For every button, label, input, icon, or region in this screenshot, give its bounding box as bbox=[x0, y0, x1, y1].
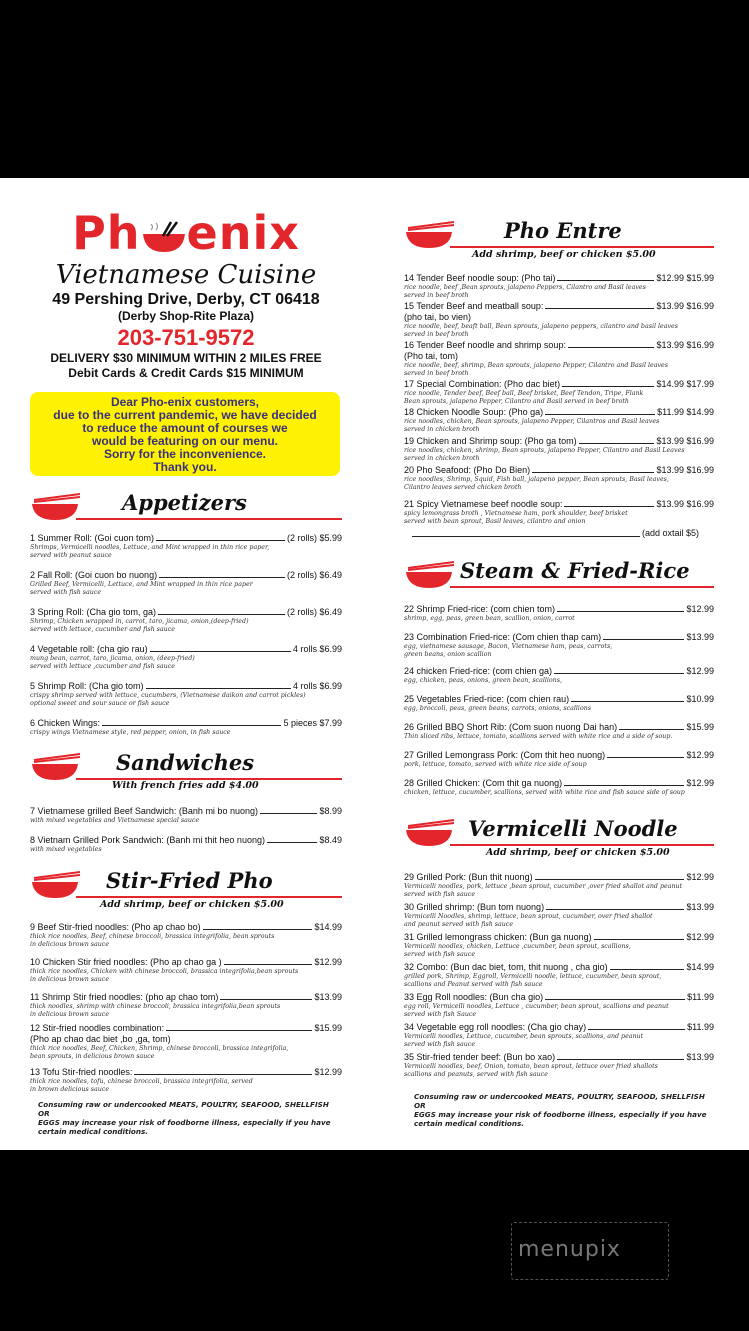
menu-page bbox=[0, 178, 749, 1150]
steam-fried-rice-header bbox=[404, 558, 714, 590]
menu-item-line bbox=[30, 570, 342, 581]
menu-item bbox=[404, 902, 714, 929]
leader-line bbox=[260, 806, 317, 814]
item-name-secondary: (pho tai, bo vien) bbox=[404, 312, 472, 322]
brand-subtitle: Vietnamese Cuisine bbox=[55, 260, 317, 290]
item-description: served with fish sauce bbox=[404, 1041, 476, 1048]
item-name: 31 Grilled lemongrass chicken: (Bun ga nuong) bbox=[404, 932, 592, 942]
item-name: 6 Chicken Wings: bbox=[30, 718, 101, 728]
item-description: served with fish Sauce bbox=[404, 1011, 477, 1018]
item-name: 8 Vietnam Grilled Pork Sandwich: (Banh mi thit heo nuong) bbox=[30, 835, 265, 845]
item-description: Bean sprouts, jalapeno Pepper, Cilantro and Basil served in beef broth bbox=[404, 398, 629, 405]
vermicelli-header bbox=[404, 816, 714, 848]
item-price: $15.99 bbox=[314, 1023, 342, 1033]
menu-item bbox=[30, 835, 342, 854]
item-description: egg, broccoli, peas, green beans, carrots, onions, scallions bbox=[404, 705, 592, 712]
item-description: served with fish sauce bbox=[404, 891, 476, 898]
warning-line: certain medical conditions. bbox=[414, 1119, 524, 1128]
item-description: chicken, lettuce, cucumber, scallions, served with white rice and fish sauce side of soup bbox=[404, 789, 685, 796]
notice-line: due to the current pandemic, we have decided bbox=[53, 408, 317, 422]
item-name: 2 Fall Roll: (Goi cuon bo nuong) bbox=[30, 570, 158, 580]
item-description: thick rice noodles, Beef, Chicken, Shrimp, chinese broccoli, brassica integrifolia, bbox=[30, 1045, 289, 1052]
item-description: served with lettuce ,cucumber and fish sauce bbox=[30, 663, 175, 670]
menu-item bbox=[30, 533, 342, 560]
oxtail-note: (add oxtail $5) bbox=[642, 528, 700, 538]
item-description: green beans, onion scallion bbox=[404, 651, 492, 658]
item-description: served in beef broth bbox=[404, 370, 469, 377]
item-price: $13.99 $16.99 bbox=[656, 340, 714, 350]
leader-line bbox=[619, 722, 684, 730]
item-name: 34 Vegetable egg roll noodles: (Cha gio chay) bbox=[404, 1022, 587, 1032]
item-description: Vermicelli noodles, pork, lettuce ,bean sprout, cucumber ,over fried shallot and peanut bbox=[404, 883, 683, 890]
menu-item-line bbox=[404, 902, 714, 913]
item-description: rice noodles, Shrimp, Squid, Fish ball, jalapeno pepper, Bean sprouts, Basil leaves, bbox=[404, 476, 669, 483]
menu-item-line bbox=[30, 806, 342, 817]
section-title: Steam & Fried-Rice bbox=[460, 558, 690, 583]
menu-item bbox=[30, 644, 342, 671]
item-name: 24 chicken Fried-rice: (com chien ga) bbox=[404, 666, 553, 676]
section-divider bbox=[76, 896, 342, 898]
item-price: $12.99 bbox=[686, 872, 714, 882]
menu-item bbox=[404, 666, 714, 685]
item-description: with mixed vegetables bbox=[30, 846, 102, 853]
appetizers-header bbox=[30, 490, 342, 522]
pandemic-notice bbox=[30, 392, 340, 476]
menu-item bbox=[30, 1067, 342, 1094]
item-description: bean sprouts, in delicious brown sauce bbox=[30, 1053, 155, 1060]
item-name: 14 Tender Beef noodle soup: (Pho tai) bbox=[404, 273, 556, 283]
leader-line bbox=[150, 644, 291, 652]
notice-line: Dear Pho-enix customers, bbox=[110, 395, 260, 409]
menu-item-line bbox=[404, 465, 714, 476]
item-description: egg, vietnamese sausage, Bacon, Vietnamese ham, peas, carrots, bbox=[404, 643, 613, 650]
item-name: 25 Vegetables Fried-rice: (com chien rau) bbox=[404, 694, 570, 704]
item-description: and peanut served with fish sauce bbox=[404, 921, 514, 928]
menu-item-line bbox=[404, 632, 714, 643]
menu-item-line bbox=[404, 1022, 714, 1033]
item-price: (2 rolls) $5.99 bbox=[286, 533, 342, 543]
item-description: Vermicelli noodles, beef, Onion, tomato, bean sprout, lettuce over fried shallots bbox=[404, 1063, 658, 1070]
pho-entre-header bbox=[404, 218, 714, 250]
item-description: rice noodle, beef, beaft ball, Bean sprouts, jalapeno peppers, cilantro and basil leaves bbox=[404, 323, 678, 330]
menu-item bbox=[30, 570, 342, 597]
leader-line bbox=[545, 407, 655, 415]
item-price: $11.99 $14.99 bbox=[657, 407, 714, 417]
section-subtitle: With french fries add $4.00 bbox=[112, 780, 259, 791]
item-description: served with peanut sauce bbox=[30, 552, 112, 559]
menu-item bbox=[404, 872, 714, 899]
item-price: $12.99 bbox=[686, 778, 714, 788]
menu-item bbox=[404, 632, 714, 659]
menu-item bbox=[404, 301, 714, 339]
bowl-icon bbox=[30, 752, 82, 782]
leader-line bbox=[159, 570, 285, 578]
menu-item bbox=[404, 722, 714, 741]
item-price: $13.99 bbox=[686, 902, 714, 912]
item-price: 4 rolls $6.99 bbox=[292, 644, 342, 654]
item-price: $13.99 $16.99 bbox=[656, 499, 714, 509]
menu-item bbox=[404, 273, 714, 300]
item-description: Cilantro leaves served chicken broth bbox=[404, 484, 522, 491]
section-divider bbox=[450, 844, 714, 846]
menu-item bbox=[404, 1052, 714, 1079]
leader-line bbox=[102, 718, 281, 726]
item-description: thick rice noodles, Chicken with chinese broccoli, brassica integrifolia,bean sprouts bbox=[30, 968, 299, 975]
item-description: served with fish sauce bbox=[404, 951, 476, 958]
menu-item-line bbox=[404, 722, 714, 733]
warning-line: certain medical conditions. bbox=[38, 1127, 148, 1136]
menu-item bbox=[30, 957, 342, 984]
item-description: served in chicken broth bbox=[404, 455, 480, 462]
menu-item bbox=[404, 340, 714, 378]
item-description: with mixed vegetables and Vietnamese special sauce bbox=[30, 817, 200, 824]
item-description: crispy shrimp served with lettuce, cucumbers, (Vietnamese daikon and carrot pickles) bbox=[30, 692, 306, 699]
leader-line bbox=[156, 533, 285, 541]
menu-item-line bbox=[404, 750, 714, 761]
menu-item-line bbox=[404, 666, 714, 677]
pho-bowl-icon bbox=[141, 220, 187, 254]
item-name: 33 Egg Roll noodles: (Bun cha gio) bbox=[404, 992, 544, 1002]
menu-item bbox=[30, 718, 342, 737]
item-description: egg roll, Vermicelli noodles, Lettuce , cucumber, bean sprout, scallions and peanut bbox=[404, 1003, 669, 1010]
leader-line bbox=[532, 465, 654, 473]
item-name: 22 Shrimp Fried-rice: (com chien tom) bbox=[404, 604, 556, 614]
item-price: $12.99 bbox=[314, 1067, 342, 1077]
item-price: $13.99 $16.99 bbox=[656, 436, 714, 446]
menu-item-line bbox=[404, 604, 714, 615]
item-description: served with bean sprout, Basil leaves, cilantro and onion bbox=[404, 518, 586, 525]
item-price: $13.99 $16.99 bbox=[656, 465, 714, 475]
item-price: $13.99 bbox=[314, 992, 342, 1002]
leader-line bbox=[557, 604, 684, 612]
item-description: rice noodle, beef, shrimp, Bean sprouts, jalapeno Pepper, Cilantro and Basil leaves bbox=[404, 362, 669, 369]
item-name-secondary: (Pho tai, tom) bbox=[404, 351, 459, 361]
leader-line bbox=[535, 872, 685, 880]
section-subtitle: Add shrimp, beef or chicken $5.00 bbox=[472, 249, 656, 260]
menu-item-line bbox=[30, 607, 342, 618]
food-safety-warning bbox=[414, 1092, 714, 1128]
menu-item-line bbox=[30, 1023, 342, 1034]
leader-line bbox=[545, 992, 685, 1000]
leader-line bbox=[220, 992, 312, 1000]
section-title: Vermicelli Noodle bbox=[468, 816, 678, 841]
item-name: 1 Summer Roll: (Goi cuon tom) bbox=[30, 533, 155, 543]
item-price: 5 pieces $7.99 bbox=[283, 718, 342, 728]
item-name: 32 Combo: (Bun dac biet, tom, thit nuong , cha gio) bbox=[404, 962, 608, 972]
menu-item bbox=[404, 778, 714, 797]
leader-line bbox=[607, 750, 684, 758]
bowl-icon bbox=[30, 492, 82, 522]
item-description: served in chicken broth bbox=[404, 426, 480, 433]
brand-name-right: enix bbox=[186, 206, 300, 260]
item-price: $15.99 bbox=[686, 722, 714, 732]
item-description: thick rice noodles, tofu, chinese broccoli, brassica integrifolia, served bbox=[30, 1078, 253, 1085]
item-description: scallions and Peanut served with fish sauce bbox=[404, 981, 543, 988]
menu-item bbox=[404, 694, 714, 713]
menu-item bbox=[30, 681, 342, 708]
item-name: 11 Shrimp Stir fried noodles: (pho ap chao tom) bbox=[30, 992, 219, 1002]
menu-item-line bbox=[404, 301, 714, 312]
menu-item bbox=[30, 1023, 342, 1061]
phone-number[interactable]: 203-751-9572 bbox=[117, 325, 255, 350]
warning-line: EGGS may increase your risk of foodborne illness, especially if you have bbox=[414, 1110, 707, 1119]
item-price: $12.99 bbox=[686, 750, 714, 760]
item-description: shrimp, egg, peas, green bean, scallion, onion, carrot bbox=[404, 615, 575, 622]
item-name: 17 Special Combination: (Pho dac biet) bbox=[404, 379, 561, 389]
item-price: $12.99 bbox=[686, 932, 714, 942]
notice-line: Sorry for the inconvenience. bbox=[103, 447, 267, 461]
brand-logo bbox=[30, 208, 342, 258]
menu-item-line bbox=[30, 835, 342, 846]
plaza: (Derby Shop-Rite Plaza) bbox=[117, 309, 255, 323]
oxtail-leader bbox=[412, 536, 640, 537]
card-info: Debit Cards & Credit Cards $15 MINIMUM bbox=[68, 366, 304, 380]
menu-item bbox=[404, 604, 714, 623]
menu-item-line bbox=[404, 379, 714, 390]
warning-line: Consuming raw or undercooked MEATS, POULTRY, SEAFOOD, SHELLFISH OR bbox=[414, 1092, 705, 1110]
item-description: in delicious brown sauce bbox=[30, 941, 110, 948]
menu-item bbox=[404, 379, 714, 406]
item-price: $10.99 bbox=[686, 694, 714, 704]
item-price: (2 rolls) $6.49 bbox=[286, 570, 342, 580]
section-divider bbox=[450, 586, 714, 588]
item-name: 23 Combination Fried-rice: (Com chien thap cam) bbox=[404, 632, 602, 642]
item-description: optional sweet and sour sauce or fish sauce bbox=[30, 700, 170, 707]
item-price: 4 rolls $6.99 bbox=[292, 681, 342, 691]
item-name: 21 Spicy Vietnamese beef noodle soup: bbox=[404, 499, 563, 509]
notice-line: to reduce the amount of courses we bbox=[82, 421, 288, 435]
item-name: 15 Tender Beef and meatball soup: bbox=[404, 301, 544, 311]
leader-line bbox=[158, 607, 285, 615]
item-price: $14.99 bbox=[314, 922, 342, 932]
item-price: $13.99 bbox=[686, 1052, 714, 1062]
menu-item-line bbox=[30, 718, 342, 729]
item-name: 28 Grilled Chicken: (Com thit ga nuong) bbox=[404, 778, 563, 788]
menu-item bbox=[404, 992, 714, 1019]
stir-fried-pho-header bbox=[30, 868, 342, 900]
menu-item bbox=[404, 407, 714, 434]
leader-line bbox=[546, 902, 684, 910]
item-price: (2 rolls) $6.49 bbox=[286, 607, 342, 617]
item-price: $13.99 bbox=[686, 632, 714, 642]
warning-line: Consuming raw or undercooked MEATS, POULTRY, SEAFOOD, SHELLFISH OR bbox=[38, 1100, 329, 1118]
item-description: Vermicelli noodles, chicken, Lettuce ,cucumber, bean sprout, scallions, bbox=[404, 943, 631, 950]
section-title: Pho Entre bbox=[504, 218, 622, 243]
menu-item-line bbox=[404, 1052, 714, 1063]
item-price: $11.99 bbox=[687, 1022, 714, 1032]
leader-line bbox=[564, 778, 684, 786]
item-name: 16 Tender Beef noodle and shrimp soup: bbox=[404, 340, 566, 350]
item-description: scallions and peanuts, served with fish sauce bbox=[404, 1071, 548, 1078]
menu-item-line bbox=[404, 872, 714, 883]
menu-item bbox=[404, 750, 714, 769]
item-name: 20 Pho Seafood: (Pho Do Bien) bbox=[404, 465, 531, 475]
item-description: Vermicelli Noodles, shrimp, lettuce, bean sprout, cucumber, over fried shallot bbox=[404, 913, 653, 920]
item-description: egg, chicken, peas, onions, green bean, scallions, bbox=[404, 677, 562, 684]
notice-line: would be featuring on our menu. bbox=[92, 434, 278, 448]
sandwiches-header bbox=[30, 750, 342, 782]
menu-item-line bbox=[404, 962, 714, 973]
menu-item-line bbox=[404, 992, 714, 1003]
menu-item-line bbox=[30, 992, 342, 1003]
item-price: $13.99 $16.99 bbox=[656, 301, 714, 311]
delivery-info: DELIVERY $30 MINIMUM WITHIN 2 MILES FREE bbox=[50, 351, 322, 365]
item-description: in delicious brown sauce bbox=[30, 1011, 110, 1018]
item-description: thick noodles, shrimp with chinese broccoli, brassica integrifolia,bean sprouts bbox=[30, 1003, 281, 1010]
menu-item bbox=[30, 922, 342, 949]
item-name: 5 Shrimp Roll: (Cha gio tom) bbox=[30, 681, 144, 691]
item-description: Grilled Beef, Vermicelli, Lettuce, and Mint wrapped in thin rice paper bbox=[30, 581, 253, 588]
menu-item-line bbox=[30, 644, 342, 655]
leader-line bbox=[603, 632, 684, 640]
item-name: 30 Grilled shrimp: (Bun tom nuong) bbox=[404, 902, 545, 912]
item-name: 35 Stir-fried tender beef: (Bun bo xao) bbox=[404, 1052, 556, 1062]
item-price: $12.99 bbox=[314, 957, 342, 967]
leader-line bbox=[588, 1022, 685, 1030]
item-name: 10 Chicken Stir fried noodles: (Pho ap chao ga ) bbox=[30, 957, 222, 967]
item-name-secondary: (Pho ap chao dac biet ,bo ,ga, tom) bbox=[30, 1034, 171, 1044]
menu-item-line bbox=[404, 340, 714, 351]
menu-item bbox=[30, 806, 342, 825]
menu-item-line bbox=[30, 1067, 342, 1078]
leader-line bbox=[571, 694, 684, 702]
item-description: rice noodles, chicken, Bean sprouts, jalapeno Pepper, Cilantros and Basil leaves bbox=[404, 418, 660, 425]
item-description: crispy wings Vietnamese style, red pepper, onion, in fish sauce bbox=[30, 729, 231, 736]
item-description: in delicious brown sauce bbox=[30, 976, 110, 983]
item-price: $8.99 bbox=[319, 806, 342, 816]
item-price: $12.99 bbox=[686, 666, 714, 676]
warning-line: EGGS may increase your risk of foodborne illness, especially if you have bbox=[38, 1118, 331, 1127]
leader-line bbox=[568, 340, 654, 348]
item-description: rice noodle, Tender beef, Beef ball, Beef brisket, Beef Tendon, Tripe, Flank bbox=[404, 390, 644, 397]
menu-item-line bbox=[404, 932, 714, 943]
item-price: $8.49 bbox=[319, 835, 342, 845]
menu-item-line bbox=[30, 957, 342, 968]
item-description: served in beef broth bbox=[404, 292, 469, 299]
menu-item bbox=[404, 932, 714, 959]
item-description: Vermicelli noodles, Lettuce, cucumber, bean sprouts, scallions, and peanut bbox=[404, 1033, 644, 1040]
section-divider bbox=[76, 518, 342, 520]
item-description: pork, lettuce, tomato, served with white rice side of soup bbox=[404, 761, 587, 768]
leader-line bbox=[557, 273, 654, 281]
item-description: grilled pork, Shrimp, Eggroll, Vermicelli noodle, lettuce, cucumber, bean sprout, bbox=[404, 973, 662, 980]
item-price: $12.99 bbox=[686, 604, 714, 614]
item-description: in brown delicious sauce bbox=[30, 1086, 110, 1093]
item-description: served in beef broth bbox=[404, 331, 469, 338]
menu-item bbox=[30, 992, 342, 1019]
section-divider bbox=[450, 246, 714, 248]
menu-item bbox=[30, 607, 342, 634]
bowl-icon bbox=[404, 818, 456, 848]
menu-item-line bbox=[404, 436, 714, 447]
menu-item-line bbox=[404, 694, 714, 705]
menu-item bbox=[404, 962, 714, 989]
item-description: mung bean, carrot, taro, jicama, onion, (deep-fried) bbox=[30, 655, 195, 662]
leader-line bbox=[166, 1023, 312, 1031]
leader-line bbox=[267, 835, 318, 843]
menu-item bbox=[404, 499, 714, 526]
menu-item-line bbox=[404, 778, 714, 789]
leader-line bbox=[224, 957, 313, 965]
item-description: Shrimp, Chicken wrapped in, carrot, taro, jicama, onion,(deep-fried) bbox=[30, 618, 249, 625]
food-safety-warning bbox=[38, 1100, 338, 1136]
brand-name-left: Ph bbox=[72, 206, 141, 260]
menu-item-line bbox=[404, 407, 714, 418]
menu-item-line bbox=[30, 681, 342, 692]
item-description: thick rice noodles, Beef, chinese broccoli, brassica integrifolia, bean sprouts bbox=[30, 933, 275, 940]
item-name: 19 Chicken and Shrimp soup: (Pho ga tom) bbox=[404, 436, 577, 446]
bowl-icon bbox=[30, 870, 82, 900]
item-name: 13 Tofu Stir-fried noodles: bbox=[30, 1067, 133, 1077]
bowl-icon bbox=[404, 220, 456, 250]
brand-header bbox=[30, 208, 342, 381]
menu-item bbox=[404, 1022, 714, 1049]
menu-item-line bbox=[30, 533, 342, 544]
notice-line: Thank you. bbox=[153, 460, 217, 474]
section-title: Stir-Fried Pho bbox=[106, 868, 273, 893]
section-title: Sandwiches bbox=[116, 750, 255, 775]
item-name: 29 Grilled Pork: (Bun thit nuong) bbox=[404, 872, 533, 882]
item-price: $12.99 $15.99 bbox=[656, 273, 714, 283]
section-title: Appetizers bbox=[122, 490, 247, 515]
item-name: 4 Vegetable roll: (cha gio rau) bbox=[30, 644, 148, 654]
section-subtitle: Add shrimp, beef or chicken $5.00 bbox=[486, 847, 670, 858]
section-subtitle: Add shrimp, beef or chicken $5.00 bbox=[100, 899, 284, 910]
menu-item bbox=[404, 465, 714, 492]
leader-line bbox=[146, 681, 291, 689]
leader-line bbox=[610, 962, 685, 970]
item-price: $11.99 bbox=[687, 992, 714, 1002]
item-price: $14.99 $17.99 bbox=[656, 379, 714, 389]
item-description: rice noodle, beef ,Bean sprouts, jalapeno Peppers, Cilantro and Basil leaves bbox=[404, 284, 646, 291]
item-name: 27 Grilled Lemongrass Pork: (Com thit heo nuong) bbox=[404, 750, 606, 760]
leader-line bbox=[562, 379, 654, 387]
item-name: 7 Vietnamese grilled Beef Sandwich: (Banh mi bo nuong) bbox=[30, 806, 258, 816]
leader-line bbox=[554, 666, 684, 674]
item-name: 9 Beef Stir-fried noodles: (Pho ap chao bo) bbox=[30, 922, 201, 932]
bowl-icon bbox=[404, 560, 456, 590]
menu-item-line bbox=[404, 499, 714, 510]
address: 49 Pershing Drive, Derby, CT 06418 bbox=[52, 291, 320, 308]
leader-line bbox=[594, 932, 685, 940]
leader-line bbox=[134, 1067, 312, 1075]
item-description: served with lettuce, cucumber and fish sauce bbox=[30, 626, 175, 633]
menupix-watermark bbox=[511, 1222, 669, 1280]
item-name: 18 Chicken Noodle Soup: (Pho ga) bbox=[404, 407, 544, 417]
menu-item bbox=[404, 436, 714, 463]
watermark-text: menupix bbox=[518, 1237, 621, 1262]
leader-line bbox=[557, 1052, 684, 1060]
menu-item-line bbox=[30, 922, 342, 933]
item-name: 26 Grilled BBQ Short Rib: (Com suon nuong Dai han) bbox=[404, 722, 618, 732]
item-description: Shrimps, Vermicelli noodles, Lettuce, and Mint wrapped in thin rice paper, bbox=[30, 544, 270, 551]
leader-line bbox=[579, 436, 655, 444]
item-description: spicy lemongrass broth , Vietnamese ham, pork shoulder, beef brisket bbox=[404, 510, 628, 517]
item-description: rice noodles, chicken, shrimp, Bean sprouts, jalapeno Pepper, Cilantro and Basil Leaves bbox=[404, 447, 685, 454]
menu-item-line bbox=[404, 273, 714, 284]
item-name: 3 Spring Roll: (Cha gio tom, ga) bbox=[30, 607, 157, 617]
item-price: $14.99 bbox=[686, 962, 714, 972]
leader-line bbox=[545, 301, 654, 309]
leader-line bbox=[203, 922, 313, 930]
item-description: served with fish sauce bbox=[30, 589, 102, 596]
item-description: Thin sliced ribs, lettuce, tomato, scallions served with white rice and a side of soup. bbox=[404, 733, 673, 740]
leader-line bbox=[564, 499, 654, 507]
item-name: 12 Stir-fried noodles combination: bbox=[30, 1023, 165, 1033]
